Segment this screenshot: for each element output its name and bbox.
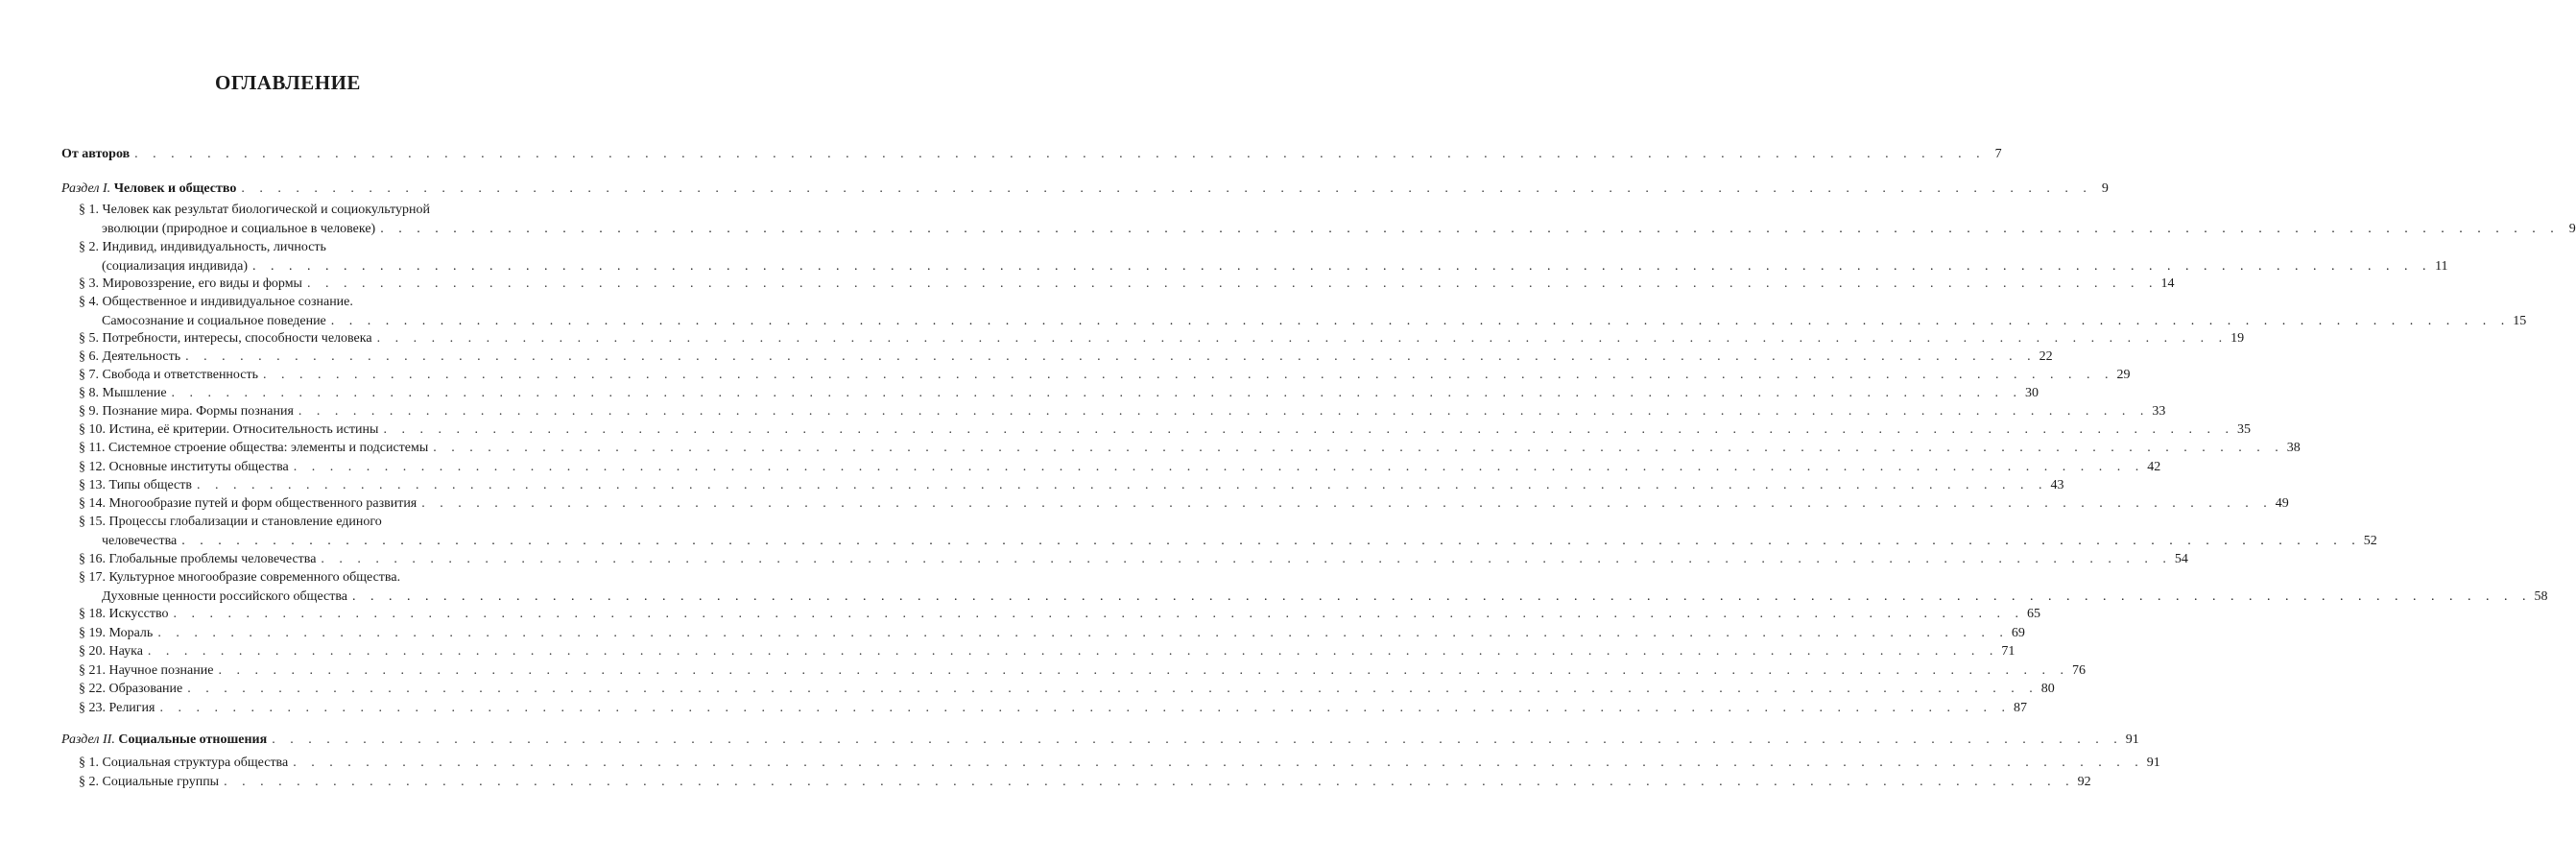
toc-page-number: 14 bbox=[2160, 276, 2175, 291]
toc-entry[interactable] bbox=[79, 329, 2245, 348]
toc-page-number: 58 bbox=[2534, 589, 2548, 604]
toc-entry[interactable] bbox=[79, 550, 2188, 568]
dot-leader bbox=[218, 661, 2069, 680]
toc-entry-title-line2: человечества bbox=[102, 534, 178, 548]
toc-entry-title: § 6. Деятельность bbox=[79, 349, 181, 364]
toc-page-number: 80 bbox=[2040, 682, 2055, 696]
toc-entry[interactable] bbox=[79, 568, 2548, 607]
toc-entry-title: § 1. Социальная структура общества bbox=[79, 756, 289, 770]
toc-entry-title-line2: (социализация индивида) bbox=[102, 259, 249, 274]
toc-page-number: 52 bbox=[2363, 534, 2377, 548]
toc-page-number: 42 bbox=[2147, 460, 2161, 474]
toc-entry[interactable] bbox=[79, 754, 2160, 772]
dot-leader bbox=[174, 605, 2025, 623]
toc-entry-title-line1: § 2. Индивид, индивидуальность, личность bbox=[79, 240, 326, 254]
toc-page-number: 33 bbox=[2152, 404, 2166, 419]
toc-entry[interactable] bbox=[79, 238, 2448, 276]
toc-entry-title-line2: Самосознание и социальное поведение bbox=[102, 314, 326, 328]
toc-entry-title-line1: § 4. Общественное и индивидуальное сознание. bbox=[79, 295, 353, 309]
toc-page-number: 11 bbox=[2435, 259, 2448, 274]
toc-entry[interactable] bbox=[79, 384, 2039, 402]
dot-leader bbox=[187, 680, 2039, 698]
dot-leader bbox=[293, 754, 2144, 772]
dot-leader bbox=[421, 494, 2273, 513]
toc-page-number: 9 bbox=[2101, 181, 2109, 196]
toc-entry-title: § 2. Социальные группы bbox=[79, 775, 220, 789]
toc-entry-title: § 12. Основные институты общества bbox=[79, 460, 289, 474]
dot-leader: . . . . . . . . . . . . . . . . . . . . . . . . . . . . . . . . . . . . . . . . . . . . . . . . . . . . . . . . . . . . . . . . . . . . . . . . . . . . . . . . . . . . . . . . . . . . . . . . . . . . . . . . . . . . . . . . . . . . . . . . bbox=[380, 222, 2560, 236]
toc-entry[interactable] bbox=[79, 605, 2040, 623]
toc-entry-title: § 3. Мировоззрение, его виды и формы bbox=[79, 276, 302, 291]
toc-entry[interactable] bbox=[79, 348, 2053, 366]
toc-entry[interactable] bbox=[79, 624, 2025, 642]
toc-page-number: 49 bbox=[2275, 496, 2289, 511]
toc-entry-title-line1: § 17. Культурное многообразие современного общества. bbox=[79, 570, 401, 585]
toc-page-number: 87 bbox=[2013, 701, 2027, 715]
dot-leader: . . . . . . . . . . . . . . . . . . . . . . . . . . . . . . . . . . . . . . . . . . . . . . . . . . . . . . . . . . . . . . . . . . . . . . . . . . . . . . . . . . . . . . . . . . . . . . . . . . . . . . . . . . . . . . . . . . . . . . . . bbox=[330, 314, 2511, 328]
toc-page-number: 38 bbox=[2286, 441, 2301, 455]
toc-page-number: 76 bbox=[2071, 663, 2086, 678]
toc-entry-title: § 21. Научное познание bbox=[79, 663, 214, 678]
toc-page-number: 15 bbox=[2513, 314, 2527, 328]
toc-section-title bbox=[61, 731, 267, 749]
toc-entry[interactable] bbox=[79, 293, 2527, 331]
dot-leader bbox=[241, 180, 2092, 198]
toc-entry-title: § 8. Мышление bbox=[79, 386, 167, 400]
toc-entry-title: § 11. Системное строение общества: элементы и подсистемы bbox=[79, 441, 429, 455]
dot-leader bbox=[159, 699, 2011, 717]
dot-leader bbox=[307, 275, 2159, 293]
dot-leader bbox=[383, 420, 2234, 439]
toc-page-number: 9 bbox=[2568, 222, 2576, 236]
toc-entry-title: § 16. Глобальные проблемы человечества bbox=[79, 552, 317, 566]
toc-page-number: 22 bbox=[2039, 349, 2053, 364]
dot-leader bbox=[298, 402, 2150, 420]
toc-entry[interactable] bbox=[79, 201, 2576, 239]
toc-section-name: Социальные отношения bbox=[118, 732, 268, 747]
toc-entry[interactable] bbox=[79, 773, 2091, 791]
toc-section-1[interactable] bbox=[61, 180, 2109, 198]
page-title: ОГЛАВЛЕНИЕ bbox=[215, 71, 361, 94]
dot-leader bbox=[172, 384, 2023, 402]
toc-entry-title-line1: § 15. Процессы глобализации и становление единого bbox=[79, 515, 382, 529]
dot-leader bbox=[294, 458, 2145, 476]
toc-entry-title: § 13. Типы обществ bbox=[79, 478, 193, 492]
toc-entry[interactable] bbox=[79, 680, 2055, 698]
toc-page-number: 30 bbox=[2025, 386, 2039, 400]
toc-page-number: 54 bbox=[2174, 552, 2188, 566]
toc-entry-title-line2: Духовные ценности российского общества bbox=[102, 589, 347, 604]
toc-entry[interactable] bbox=[79, 420, 2251, 439]
toc-page-number: 91 bbox=[2125, 732, 2139, 747]
dot-leader bbox=[263, 366, 2114, 384]
toc-page-number: 19 bbox=[2230, 331, 2245, 346]
toc-entry[interactable] bbox=[79, 476, 2064, 494]
toc-entry[interactable] bbox=[79, 275, 2175, 293]
dot-leader: . . . . . . . . . . . . . . . . . . . . . . . . . . . . . . . . . . . . . . . . . . . . . . . . . . . . . . . . . . . . . . . . . . . . . . . . . . . . . . . . . . . . . . . . . . . . . . . . . . . . . . . . . . . . . . . . . . . . . . . . bbox=[352, 589, 2532, 604]
toc-entry[interactable] bbox=[79, 494, 2289, 513]
toc-entry-title: § 9. Познание мира. Формы познания bbox=[79, 404, 294, 419]
toc-page-number: 7 bbox=[1994, 147, 2002, 161]
dot-leader bbox=[157, 624, 2009, 642]
toc-entry-title-line1: § 1. Человек как результат биологической и социокультурной bbox=[79, 203, 431, 217]
toc-section-name: Человек и общество bbox=[113, 181, 237, 196]
toc-entry-title: От авторов bbox=[61, 147, 131, 161]
dot-leader: . . . . . . . . . . . . . . . . . . . . . . . . . . . . . . . . . . . . . . . . . . . . . . . . . . . . . . . . . . . . . . . . . . . . . . . . . . . . . . . . . . . . . . . . . . . . . . . . . . . . . . . . . . . . . . . . . . . . . . . . bbox=[181, 534, 2361, 548]
toc-entry-from-authors[interactable] bbox=[61, 145, 2002, 163]
dot-leader bbox=[224, 773, 2075, 791]
toc-entry-title: § 14. Многообразие путей и форм общественного развития bbox=[79, 496, 417, 511]
toc-section-title bbox=[61, 180, 236, 198]
toc-entry-title: § 22. Образование bbox=[79, 682, 183, 696]
toc-entry[interactable] bbox=[79, 642, 2015, 660]
toc-entry-title: § 10. Истина, её критерии. Относительность истины bbox=[79, 422, 379, 437]
dot-leader bbox=[134, 145, 1986, 163]
toc-page-number: 29 bbox=[2116, 368, 2131, 382]
dot-leader bbox=[433, 439, 2284, 457]
dot-leader bbox=[321, 550, 2172, 568]
toc-page-number: 35 bbox=[2236, 422, 2251, 437]
toc-entry-title-line2: эволюции (природное и социальное в человеке) bbox=[102, 222, 376, 236]
dot-leader bbox=[377, 329, 2229, 348]
dot-leader bbox=[148, 642, 1999, 660]
dot-leader bbox=[185, 348, 2037, 366]
toc-entry[interactable] bbox=[79, 513, 2377, 551]
toc-page-number: 65 bbox=[2027, 607, 2040, 621]
toc-page-number: 92 bbox=[2077, 775, 2091, 789]
toc-entry[interactable] bbox=[79, 699, 2027, 717]
toc-entry[interactable] bbox=[79, 402, 2166, 420]
toc-entry[interactable] bbox=[79, 366, 2131, 384]
toc-entry-title: § 23. Религия bbox=[79, 701, 155, 715]
toc-entry-title: § 18. Искусство bbox=[79, 607, 169, 621]
toc-section-2[interactable] bbox=[61, 731, 2139, 749]
toc-page-number: 91 bbox=[2146, 756, 2160, 770]
dot-leader bbox=[197, 476, 2048, 494]
toc-page-number: 71 bbox=[2001, 644, 2015, 659]
dot-leader bbox=[272, 731, 2123, 749]
toc-entry-title: § 5. Потребности, интересы, способности человека bbox=[79, 331, 372, 346]
toc-entry[interactable] bbox=[79, 458, 2161, 476]
toc-entry[interactable] bbox=[79, 439, 2301, 457]
toc-section-prefix: Раздел II. bbox=[61, 732, 115, 747]
toc-page-number: 43 bbox=[2050, 478, 2064, 492]
toc-entry[interactable] bbox=[79, 661, 2086, 680]
toc-entry-title: § 7. Свобода и ответственность bbox=[79, 368, 258, 382]
toc-entry-title: § 19. Мораль bbox=[79, 626, 154, 640]
toc-section-prefix: Раздел I. bbox=[61, 181, 111, 196]
dot-leader: . . . . . . . . . . . . . . . . . . . . . . . . . . . . . . . . . . . . . . . . . . . . . . . . . . . . . . . . . . . . . . . . . . . . . . . . . . . . . . . . . . . . . . . . . . . . . . . . . . . . . . . . . . . . . . . . . . . . . . . . bbox=[252, 259, 2432, 274]
toc-page-number: 69 bbox=[2011, 626, 2025, 640]
toc-entry-title: § 20. Наука bbox=[79, 644, 143, 659]
